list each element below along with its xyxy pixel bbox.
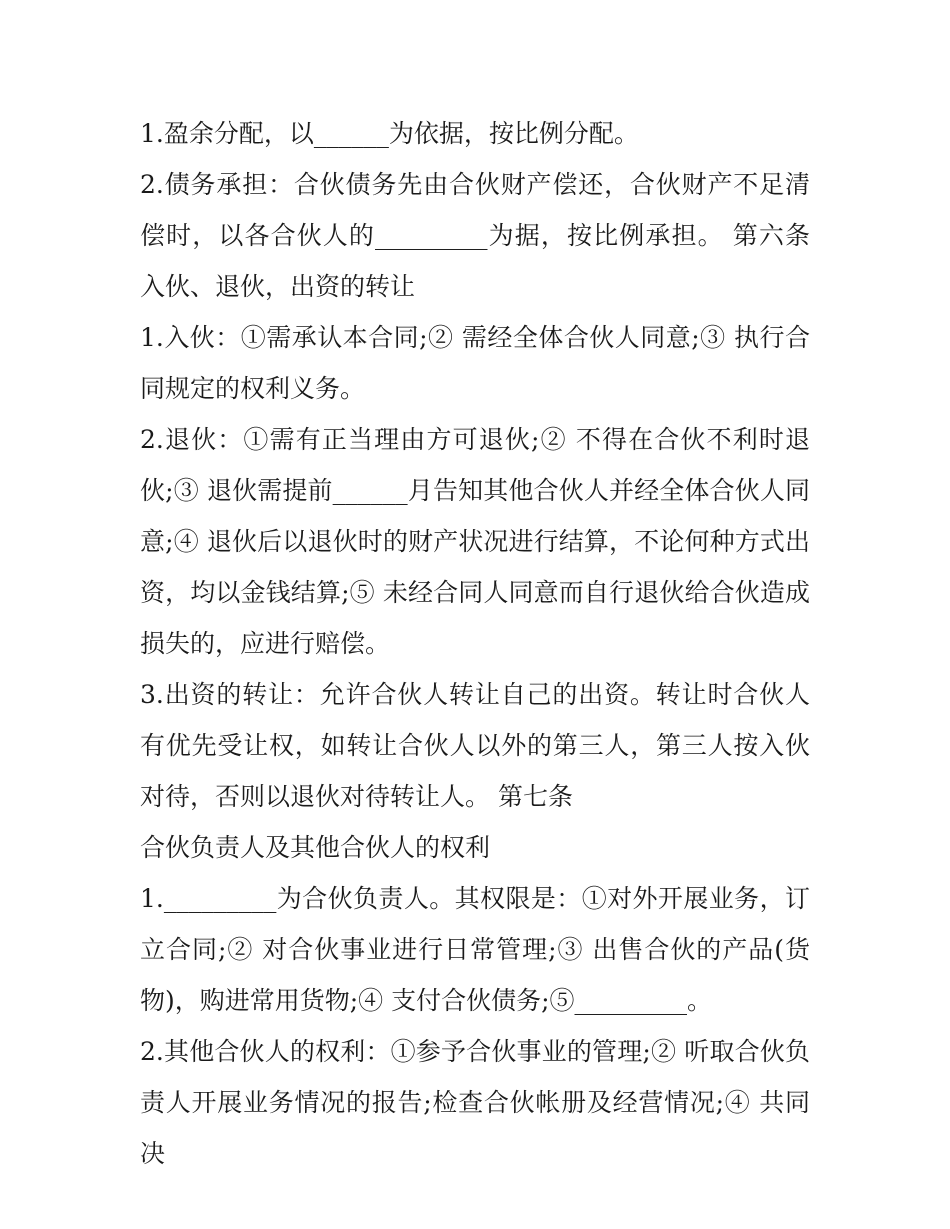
paragraph-partner-in-charge: 1._________为合伙负责人。其权限是：①对外开展业务，订立合同;② 对合伙事业进行日常管理;③ 出售合伙的产品(货物)，购进常用货物;④ 支付合伙债务;⑤_________。 [140, 884, 810, 1015]
paragraph-capital-transfer: 3.出资的转让：允许合伙人转让自己的出资。转让时合伙人有优先受让权，如转让合伙人以外的第三人，第三人按入伙对待，否则以退伙对待转让人。 第七条 [140, 680, 810, 811]
paragraph-joining: 1.入伙：①需承认本合同;② 需经全体合伙人同意;③ 执行合同规定的权利义务。 [140, 323, 810, 403]
paragraph-debt-liability: 2.债务承担：合伙债务先由合伙财产偿还，合伙财产不足清偿时，以各合伙人的_________为据，按比例承担。 第六条 入伙、退伙，出资的转让 [140, 170, 810, 301]
paragraph-profit-distribution: 1.盈余分配，以______为依据，按比例分配。 [140, 119, 639, 148]
paragraph-withdrawal: 2.退伙：①需有正当理由方可退伙;② 不得在合伙不利时退伙;③ 退伙需提前______月告知其他合伙人并经全体合伙人同意;④ 退伙后以退伙时的财产状况进行结算，不论何种方式出资，均以金钱结算;⑤ 未经合同人同意而自行退伙给合伙造成损失的，应进行赔偿。 [140, 425, 810, 658]
paragraph-other-partner-rights: 2.其他合伙人的权利：①参予合伙事业的管理;② 听取合伙负责人开展业务情况的报告;检查合伙帐册及经营情况;④ 共同决 [140, 1037, 810, 1168]
section-heading-partner-rights: 合伙负责人及其他合伙人的权利 [140, 833, 491, 862]
